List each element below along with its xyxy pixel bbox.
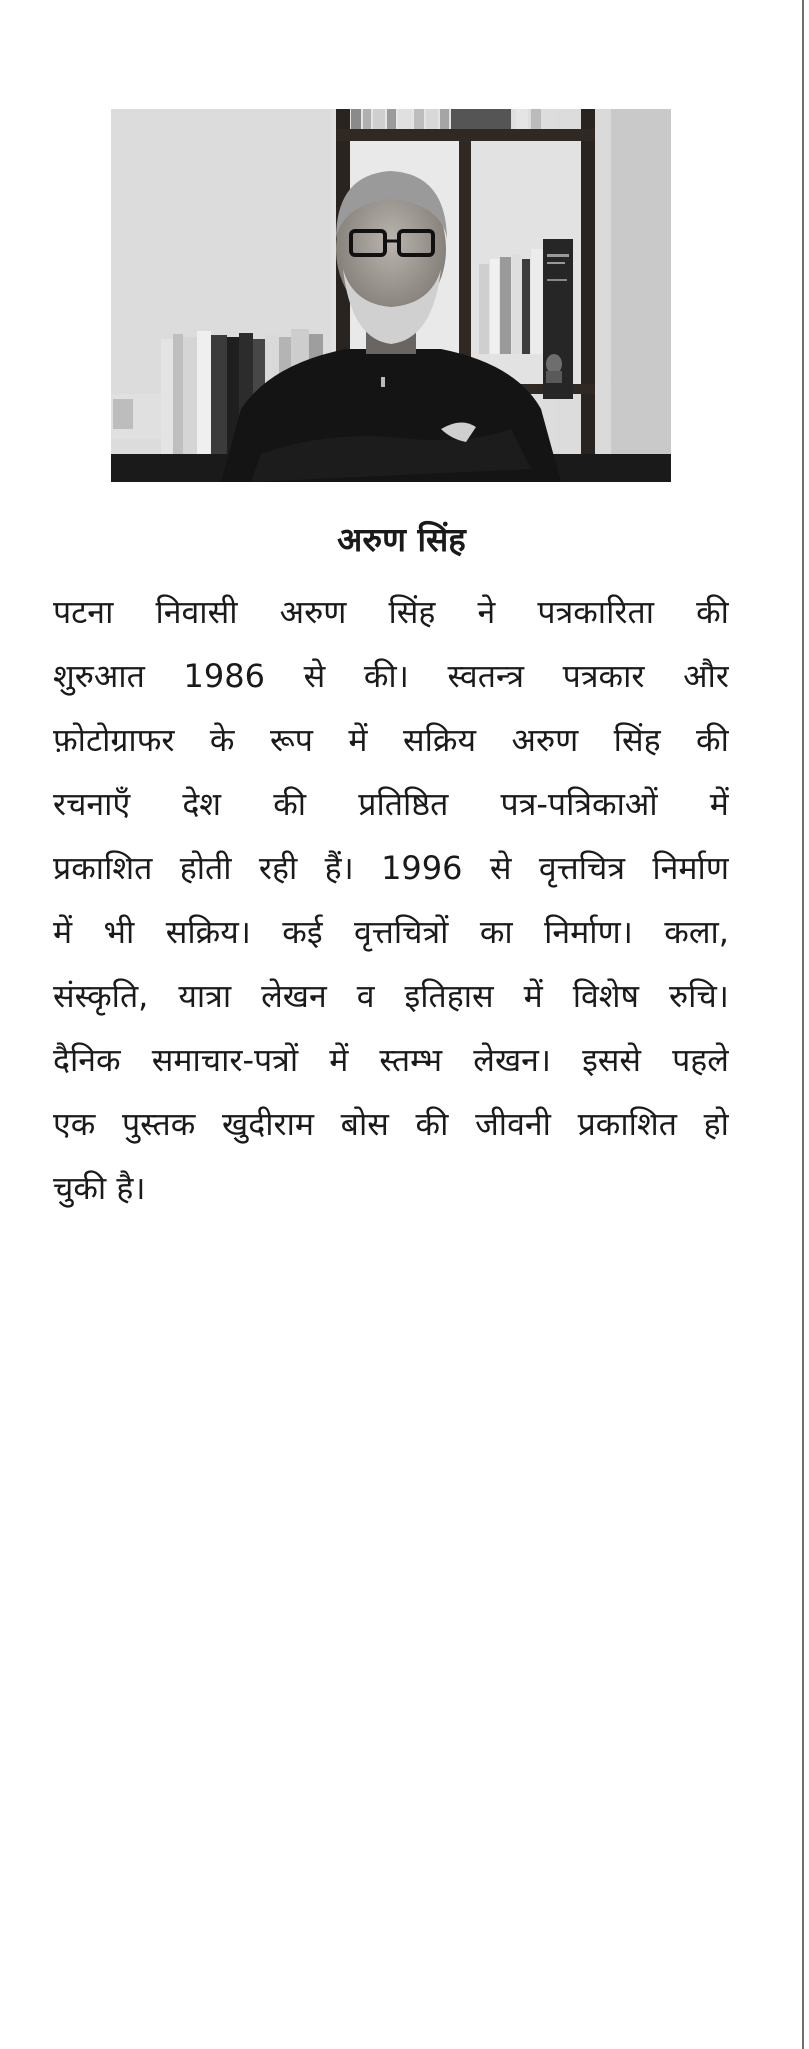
bio-word: में — [348, 721, 368, 759]
author-name: अरुण सिंह — [337, 520, 466, 559]
bio-word: स्वतन्त्र — [447, 657, 525, 695]
bio-word: बोस — [340, 1105, 389, 1143]
bio-word: समाचार-पत्रों — [151, 1041, 299, 1079]
bio-word: वृत्तचित्रों — [353, 913, 449, 951]
bio-line — [53, 708, 729, 772]
bio-word: पटना — [53, 593, 114, 631]
bio-word: निर्माण — [652, 849, 729, 887]
bio-word: प्रकाशित — [53, 849, 153, 887]
author-bio — [53, 580, 729, 1220]
bio-word: में — [523, 977, 543, 1015]
bio-word: और — [683, 657, 729, 695]
bio-word: दैनिक — [53, 1041, 121, 1079]
bio-word: लेखन — [261, 977, 327, 1015]
bio-word: में — [329, 1041, 349, 1079]
bio-word: वृत्तचित्र — [538, 849, 626, 887]
bio-word: रही — [258, 849, 298, 887]
bio-word: प्रकाशित — [577, 1105, 677, 1143]
bio-word: लेखन। — [473, 1041, 552, 1079]
bio-word: भी — [103, 913, 135, 951]
bio-word: पत्र-पत्रिकाओं — [500, 785, 658, 823]
bio-word: फ़ोटोग्राफर — [53, 721, 175, 759]
bio-word: यात्रा — [178, 977, 232, 1015]
bio-word: रूप — [269, 721, 313, 759]
bio-word: अरुण — [511, 721, 579, 759]
bio-word: की — [696, 593, 729, 631]
bio-word: में — [709, 785, 729, 823]
bio-word: सक्रिय। — [165, 913, 251, 951]
bio-word: ने — [477, 593, 496, 631]
bio-word: की — [696, 721, 729, 759]
bio-word: पहले — [672, 1041, 729, 1079]
bio-word: पत्रकार — [562, 657, 645, 695]
bio-word: निवासी — [155, 593, 238, 631]
bio-word: पुस्तक — [121, 1105, 196, 1143]
bio-word: सक्रिय — [403, 721, 477, 759]
bio-word: से — [303, 657, 326, 695]
bio-word: की। — [363, 657, 409, 695]
bio-line — [53, 580, 729, 644]
bio-word: खुदीराम — [222, 1105, 315, 1143]
bio-line — [53, 1028, 729, 1092]
bio-word: व — [356, 977, 375, 1015]
bio-word: देश — [182, 785, 222, 823]
bio-word: कई — [282, 913, 323, 951]
bio-word: इससे — [582, 1041, 642, 1079]
bio-word: 1986 — [183, 657, 265, 695]
bio-word: इतिहास — [404, 977, 494, 1015]
bio-word: एक — [53, 1105, 96, 1143]
bio-line — [53, 644, 729, 708]
bio-word: की — [415, 1105, 449, 1143]
bio-word: प्रतिष्ठित — [358, 785, 449, 823]
bio-line — [53, 900, 729, 964]
bio-line — [53, 964, 729, 1028]
author-portrait-image — [111, 109, 671, 482]
bio-word: विशेष — [572, 977, 640, 1015]
bio-word: से — [489, 849, 512, 887]
bio-word: में — [53, 913, 73, 951]
bio-word: निर्माण। — [544, 913, 633, 951]
bio-word: का — [479, 913, 513, 951]
bio-word: हो — [703, 1105, 729, 1143]
bio-word: हैं। — [324, 849, 354, 887]
bio-line — [53, 772, 729, 836]
bio-word: के — [209, 721, 235, 759]
bio-word: कला, — [664, 913, 729, 951]
bio-word: जीवनी — [475, 1105, 551, 1143]
bio-word: रचनाएँ — [53, 785, 131, 823]
bio-word: की — [273, 785, 307, 823]
page-edge-rule — [802, 0, 804, 2049]
bio-word: पत्रकारिता — [537, 593, 654, 631]
author-photo — [111, 109, 671, 482]
bio-word: होती — [179, 849, 232, 887]
bio-word: अरुण — [279, 593, 347, 631]
bio-line — [53, 836, 729, 900]
bio-word: सिंह — [388, 593, 436, 631]
bio-line — [53, 1092, 729, 1156]
bio-word: सिंह — [613, 721, 661, 759]
bio-word: 1996 — [381, 849, 463, 887]
bio-word: रुचि। — [669, 977, 729, 1015]
bio-word: शुरुआत — [53, 657, 145, 695]
bio-line: चुकी है। — [53, 1169, 146, 1207]
bio-word: संस्कृति, — [53, 977, 149, 1015]
bio-word: स्तम्भ — [379, 1041, 443, 1079]
